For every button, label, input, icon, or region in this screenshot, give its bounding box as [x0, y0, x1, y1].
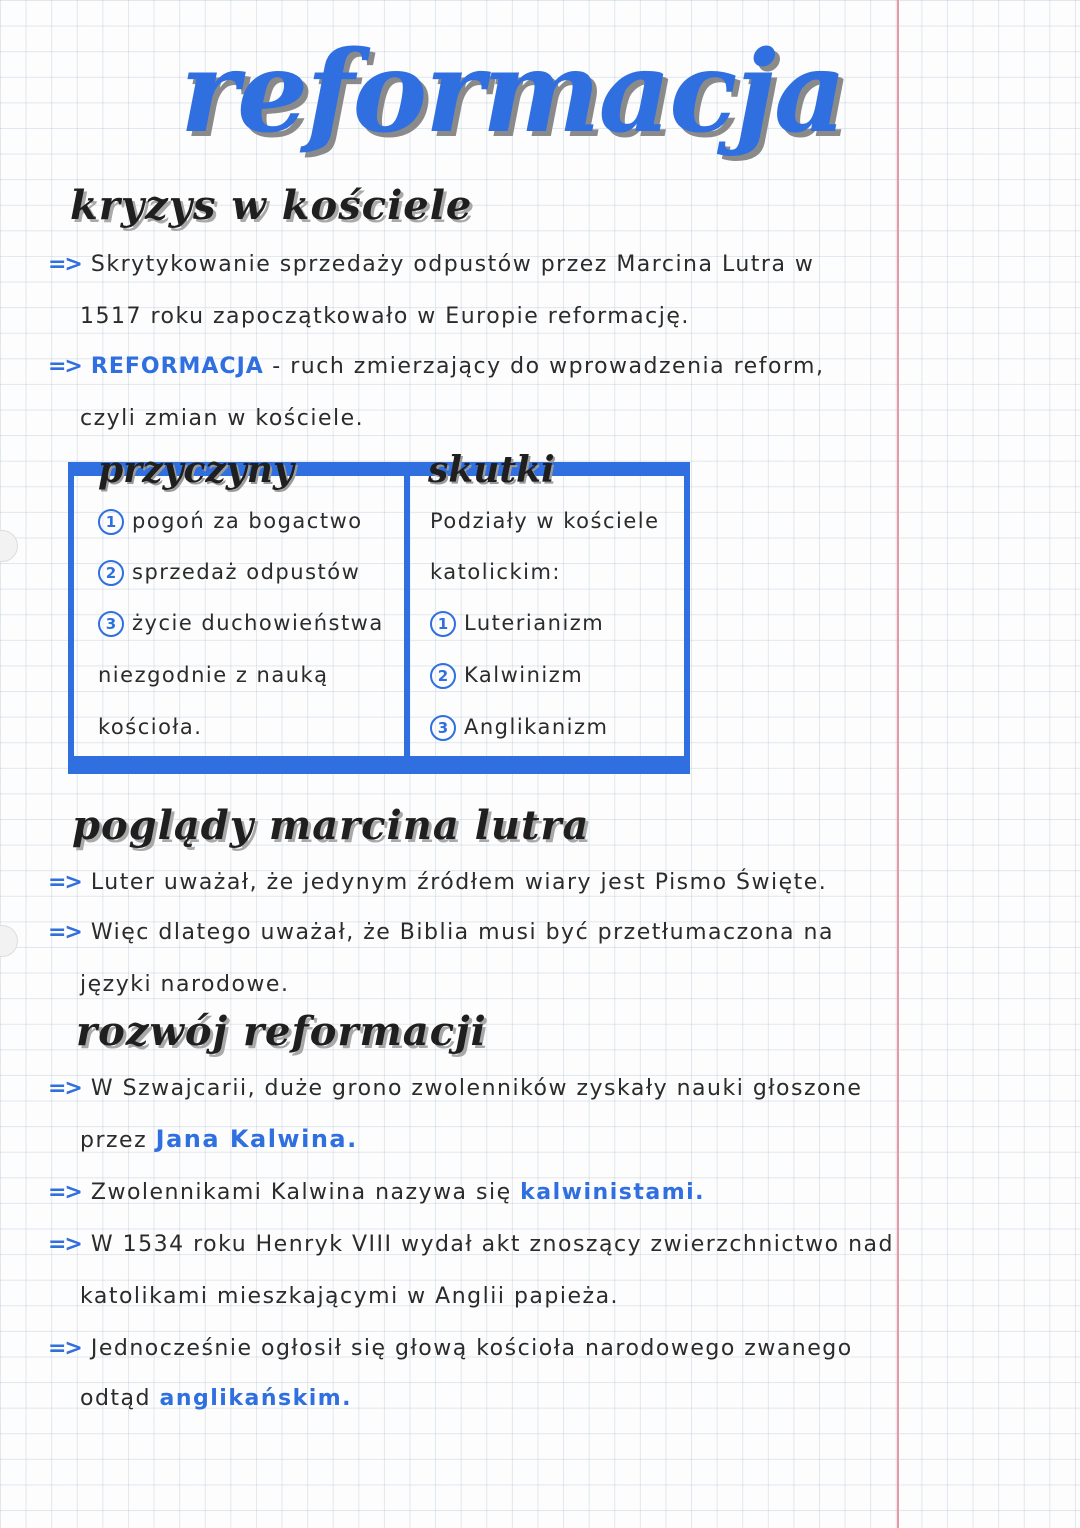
heading-poglady: poglądy marcina lutra	[72, 802, 590, 849]
heading-rozwoj: rozwój reformacji	[76, 1008, 487, 1055]
paragraph-line: => Więc dlatego uważał, że Biblia musi być przetłumaczona na	[48, 920, 834, 945]
punch-hole	[0, 925, 18, 957]
cause-item: 1 pogoń za bogactwo	[98, 506, 363, 536]
table-divider	[404, 470, 410, 766]
paragraph-line: 1517 roku zapoczątkowało w Europie reformację.	[80, 304, 690, 329]
paragraph-line: => Luter uważał, że jedynym źródłem wiary jest Pismo Święte.	[48, 870, 828, 895]
number-badge: 3	[430, 715, 456, 741]
effect-intro: katolickim:	[430, 560, 561, 584]
paragraph-line: => Skrytykowanie sprzedaży odpustów przez Marcina Lutra w	[48, 252, 815, 277]
cause-item-continued: niezgodnie z nauką	[98, 663, 329, 687]
highlight-anglikanskim: anglikańskim.	[159, 1386, 353, 1411]
paragraph-line: przez Jana Kalwina.	[80, 1125, 358, 1153]
effect-item: 1 Luterianizm	[430, 608, 604, 638]
number-badge: 1	[430, 611, 456, 637]
cause-item: 2 sprzedaż odpustów	[98, 557, 360, 587]
number-badge: 2	[98, 560, 124, 586]
notebook-margin-line	[897, 0, 899, 1528]
effect-item: 2 Kalwinizm	[430, 660, 583, 690]
arrow-icon: =>	[48, 870, 81, 895]
arrow-icon: =>	[48, 1232, 81, 1257]
arrow-icon: =>	[48, 920, 81, 945]
term-reformacja: REFORMACJA	[90, 354, 264, 379]
arrow-icon: =>	[48, 252, 81, 277]
cause-item: 3 życie duchowieństwa	[98, 608, 384, 638]
highlight-kalwinistami: kalwinistami.	[520, 1180, 706, 1205]
paragraph-line: języki narodowe.	[80, 972, 290, 997]
number-badge: 1	[98, 509, 124, 535]
paragraph-line: => W 1534 roku Henryk VIII wydał akt znoszący zwierzchnictwo nad	[48, 1232, 894, 1257]
paragraph-line: => W Szwajcarii, duże grono zwolenników zyskały nauki głoszone	[48, 1076, 863, 1101]
effect-intro: Podziały w kościele	[430, 509, 660, 533]
cause-item-continued: kościoła.	[98, 715, 203, 739]
punch-hole	[0, 530, 18, 562]
number-badge: 3	[98, 611, 124, 637]
page-title: reformacja	[180, 27, 845, 158]
paragraph-line: czyli zmian w kościele.	[80, 406, 365, 431]
arrow-icon: =>	[48, 1180, 81, 1205]
table-heading-skutki: skutki	[428, 449, 555, 491]
arrow-icon: =>	[48, 1076, 81, 1101]
paragraph-line: => Jednocześnie ogłosił się głową kościoła narodowego zwanego	[48, 1336, 853, 1361]
arrow-icon: =>	[48, 1336, 81, 1361]
effect-item: 3 Anglikanizm	[430, 712, 608, 742]
heading-kryzys: kryzys w kościele	[70, 182, 473, 229]
paragraph-line: => Zwolennikami Kalwina nazywa się kalwinistami.	[48, 1180, 706, 1205]
table-heading-przyczyny: przyczyny	[98, 449, 294, 491]
highlight-jana-kalwina: Jana Kalwina.	[155, 1125, 358, 1153]
paragraph-line: => REFORMACJA - ruch zmierzający do wprowadzenia reform,	[48, 354, 825, 379]
arrow-icon: =>	[48, 354, 81, 379]
number-badge: 2	[430, 663, 456, 689]
paragraph-line: odtąd anglikańskim.	[80, 1386, 353, 1411]
paragraph-line: katolikami mieszkającymi w Anglii papieża.	[80, 1284, 620, 1309]
